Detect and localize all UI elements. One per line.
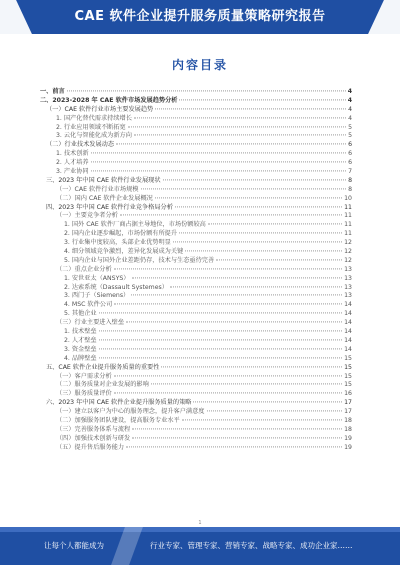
toc-entry-label: 五、CAE 软件企业提升服务质量的重要性 — [46, 363, 160, 371]
toc-leader-dots — [170, 286, 342, 287]
toc-leader-dots — [134, 117, 346, 118]
toc-entry-label: 3. 西门子（Siemens） — [64, 292, 130, 300]
toc-entry[interactable] — [40, 168, 352, 177]
toc-entry[interactable] — [40, 381, 352, 390]
toc-leader-dots — [155, 108, 346, 109]
toc-entry[interactable] — [40, 426, 352, 435]
toc-entry-page: 15 — [344, 354, 352, 362]
toc-entry-page: 4 — [347, 96, 352, 104]
toc-leader-dots — [216, 259, 342, 260]
toc-entry-page: 18 — [344, 416, 352, 424]
toc-entry-label: 2. 人才培养 — [56, 159, 89, 167]
toc-entry-page: 14 — [344, 336, 352, 344]
toc-leader-dots — [99, 339, 343, 340]
toc-entry-label: 2. 达索系统（Dassault Systemes） — [64, 283, 168, 291]
toc-entry[interactable] — [40, 417, 352, 426]
toc-entry-label: （三）服务质量评价 — [56, 390, 112, 398]
report-title: CAE 软件企业提升服务质量策略研究报告 — [74, 9, 326, 24]
toc-entry[interactable] — [40, 444, 352, 453]
toc-entry[interactable] — [40, 132, 352, 141]
toc-entry-label: （三）行业主要进入壁垒 — [56, 319, 125, 327]
toc-leader-dots — [91, 170, 346, 171]
toc-entry-label: （一）建立以客户为中心的服务理念，提升客户满意度 — [56, 408, 205, 416]
toc-leader-dots — [134, 135, 346, 136]
toc-leader-dots — [132, 437, 342, 438]
toc-entry[interactable] — [40, 221, 352, 230]
toc-entry[interactable] — [40, 150, 352, 159]
toc-entry-page: 14 — [344, 345, 352, 353]
toc-entry[interactable] — [40, 408, 352, 417]
footer-divider — [111, 527, 143, 565]
toc-entry-page: 5 — [348, 123, 352, 131]
toc-entry-label: （二）重点企业分析 — [56, 265, 112, 273]
toc-entry-label: （三）完善服务体系与流程 — [56, 425, 131, 433]
toc-leader-dots — [161, 366, 342, 367]
toc-entry-page: 7 — [348, 168, 352, 176]
toc-entry[interactable] — [40, 115, 352, 124]
toc-entry[interactable] — [40, 159, 352, 168]
toc-entry-page: 19 — [344, 434, 352, 442]
toc-entry-label: （二）服务质量对企业发展的影响 — [56, 381, 149, 389]
toc-entry-page: 14 — [344, 328, 352, 336]
toc-entry-page: 15 — [344, 381, 352, 389]
toc-entry[interactable] — [40, 248, 352, 257]
report-header — [0, 0, 400, 34]
toc-entry-label: （二）行业技术发展动态 — [46, 141, 115, 149]
toc-entry[interactable] — [40, 177, 352, 186]
toc-leader-dots — [99, 348, 343, 349]
toc-entry-page: 8 — [348, 176, 352, 184]
toc-entry[interactable] — [40, 257, 352, 266]
toc-entry[interactable] — [40, 310, 352, 319]
toc-entry-label: 1. 技术壁垒 — [64, 328, 97, 336]
toc-entry-page: 4 — [347, 88, 352, 95]
toc-entry-label: 2. 行业应用领域不断拓宽 — [56, 123, 126, 131]
toc-leader-dots — [91, 162, 346, 163]
toc-entry[interactable] — [40, 275, 352, 284]
toc-entry-label: （二）加强服务团队建设，提高服务专业水平 — [56, 416, 180, 424]
toc-entry-label: 六、2023 年中国 CAE 软件企业提升服务质量的策略 — [46, 399, 192, 407]
toc-entry[interactable] — [40, 141, 352, 150]
toc-entry[interactable] — [40, 355, 352, 364]
toc-entry-label: 2. 人才壁垒 — [64, 336, 97, 344]
toc-leader-dots — [114, 393, 342, 394]
toc-leader-dots — [141, 188, 347, 189]
toc-leader-dots — [193, 402, 342, 403]
toc-entry[interactable] — [40, 88, 352, 97]
toc-entry-page: 6 — [348, 159, 352, 167]
toc-leader-dots — [126, 446, 342, 447]
toc-entry[interactable] — [40, 435, 352, 444]
toc-entry-label: 3. 行业集中度较高，头部企业优势明显 — [64, 239, 171, 247]
toc-entry-label: 三、2023 年中国 CAE 软件行业发展现状 — [46, 176, 161, 184]
toc-entry-label: 5. 国内企业与国外企业差距仍存，技术与生态亟待完善 — [64, 256, 215, 264]
toc-entry-label: 2. 国内企业逐步崛起，市场份额有所提升 — [64, 230, 178, 238]
toc-entry-page: 13 — [344, 292, 352, 300]
toc-entry[interactable] — [40, 266, 352, 275]
toc-entry-label: 一、前言 — [40, 88, 65, 95]
toc-leader-dots — [128, 126, 346, 127]
toc-entry-page: 13 — [344, 265, 352, 273]
toc-entry[interactable] — [40, 399, 352, 408]
toc-entry[interactable] — [40, 230, 352, 239]
toc-entry-label: 3. 产业协同 — [56, 168, 89, 176]
toc-leader-dots — [120, 215, 342, 216]
footer-band — [0, 527, 400, 532]
toc-entry-page: 17 — [344, 399, 352, 407]
toc-leader-dots — [99, 313, 343, 314]
toc-entry-page: 14 — [344, 301, 352, 309]
toc-leader-dots — [67, 90, 346, 91]
toc-entry-label: （一）CAE 软件行业市场规模 — [56, 185, 139, 193]
toc-entry-page: 17 — [344, 408, 352, 416]
toc-entry-label: 4. 品牌壁垒 — [64, 354, 97, 362]
toc-entry[interactable] — [40, 186, 352, 195]
toc-entry-label: （五）提升售后服务能力 — [56, 443, 125, 451]
toc-leader-dots — [175, 206, 342, 207]
toc-heading: 内容目录 — [171, 58, 228, 72]
toc-entry-label: 1. 安世亚太（ANSYS） — [64, 274, 130, 282]
toc-entry-page: 16 — [344, 390, 352, 398]
toc-entry[interactable] — [40, 319, 352, 328]
page-number: 1 — [198, 520, 202, 526]
toc-entry-label: 1. 技术创新 — [56, 150, 89, 158]
toc-entry-page: 19 — [344, 443, 352, 451]
toc-entry-page: 11 — [344, 221, 352, 229]
toc-leader-dots — [151, 384, 342, 385]
toc-entry-page: 15 — [344, 372, 352, 380]
toc-entry-page: 6 — [348, 150, 352, 158]
toc-entry-label: 四、2023 年中国 CAE 软件行业竞争格局分析 — [46, 203, 173, 211]
toc-entry-label: （一）主要竞争者分析 — [56, 212, 118, 220]
toc-entry[interactable] — [40, 195, 352, 204]
toc-leader-dots — [179, 99, 345, 100]
toc-entry-label: （四）加强技术创新与研发 — [56, 434, 131, 442]
footer-slogan-right: 行业专家、管理专家、营销专家、战略专家、成功企业家…… — [150, 541, 353, 550]
footer-slogan-left: 让每个人都能成为 — [44, 541, 104, 550]
toc-entry-page: 4 — [348, 114, 352, 122]
toc-entry-label: 4. 细分领域竞争激烈，差异化发展成为关键 — [64, 248, 184, 256]
toc-entry[interactable] — [40, 301, 352, 310]
toc-leader-dots — [114, 375, 342, 376]
toc-entry-label: 3. 云化与智能化成为新方向 — [56, 132, 132, 140]
toc-entry-page: 14 — [344, 319, 352, 327]
toc-entry-page: 11 — [344, 203, 352, 211]
toc-entry-page: 12 — [344, 239, 352, 247]
toc-entry-page: 15 — [344, 363, 352, 371]
toc-entry-label: 5. 其他企业 — [64, 310, 97, 318]
report-footer — [0, 527, 400, 565]
toc-entry-label: 3. 资金壁垒 — [64, 345, 97, 353]
toc-entry-label: （一）客户需求分析 — [56, 372, 112, 380]
toc-entry-page: 8 — [348, 185, 352, 193]
toc-entry[interactable] — [40, 390, 352, 399]
toc-entry[interactable] — [40, 337, 352, 346]
toc-leader-dots — [185, 250, 342, 251]
toc-entry-page: 14 — [344, 310, 352, 318]
toc-entry-page: 12 — [344, 248, 352, 256]
toc-entry[interactable] — [40, 328, 352, 337]
toc-entry[interactable] — [40, 346, 352, 355]
toc-leader-dots — [114, 304, 342, 305]
toc-entry-page: 13 — [344, 283, 352, 291]
toc-leader-dots — [132, 428, 342, 429]
toc-leader-dots — [126, 322, 342, 323]
toc-entry-page: 13 — [344, 274, 352, 282]
toc-leader-dots — [114, 268, 342, 269]
toc-entry[interactable] — [40, 97, 352, 106]
toc-entry-page: 10 — [344, 194, 352, 202]
table-of-contents — [40, 88, 352, 453]
toc-leader-dots — [91, 153, 346, 154]
toc-leader-dots — [131, 295, 342, 296]
toc-entry-page: 4 — [348, 105, 352, 113]
toc-leader-dots — [99, 357, 343, 358]
toc-entry-label: 1. 国外 CAE 软件厂商占据主导地位，市场份额较高 — [64, 221, 206, 229]
toc-entry-label: （二）国内 CAE 软件企业发展概况 — [56, 194, 153, 202]
toc-entry-page: 18 — [344, 425, 352, 433]
toc-entry-page: 11 — [344, 212, 352, 220]
toc-entry-page: 12 — [344, 256, 352, 264]
toc-leader-dots — [116, 144, 346, 145]
toc-entry-page: 6 — [348, 141, 352, 149]
toc-entry-label: 4. MSC 软件公司 — [64, 301, 113, 309]
toc-entry-label: 1. 国产化替代需求持续增长 — [56, 114, 132, 122]
toc-leader-dots — [99, 330, 343, 331]
toc-entry[interactable] — [40, 106, 352, 115]
toc-leader-dots — [173, 242, 342, 243]
toc-leader-dots — [179, 233, 342, 234]
toc-leader-dots — [208, 224, 342, 225]
toc-entry[interactable] — [40, 239, 352, 248]
toc-leader-dots — [155, 197, 342, 198]
toc-entry-page: 11 — [344, 230, 352, 238]
toc-leader-dots — [132, 277, 343, 278]
toc-entry[interactable] — [40, 364, 352, 373]
toc-leader-dots — [207, 410, 343, 411]
toc-leader-dots — [182, 419, 342, 420]
toc-entry-page: 5 — [348, 132, 352, 140]
toc-leader-dots — [163, 179, 347, 180]
toc-entry-label: 二、2023-2028 年 CAE 软件市场发展趋势分析 — [40, 96, 178, 104]
toc-entry-label: （一）CAE 软件行业市场主要发展趋势 — [46, 105, 154, 113]
